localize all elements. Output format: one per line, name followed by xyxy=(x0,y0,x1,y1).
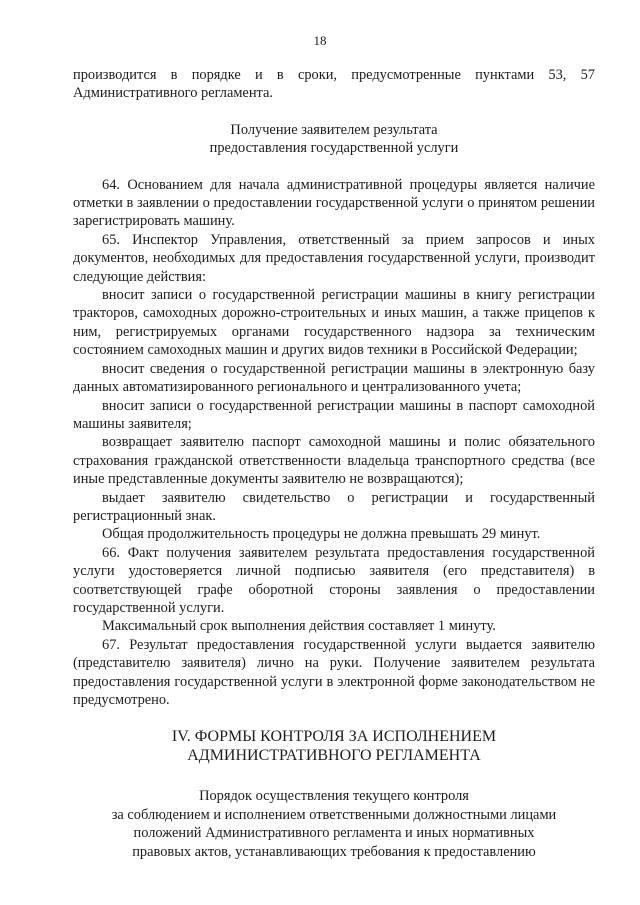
result-heading-line: предоставления государственной услуги xyxy=(209,140,459,157)
result-heading xyxy=(73,121,595,158)
section-heading-line: IV. ФОРМЫ КОНТРОЛЯ ЗА ИСПОЛНЕНИЕМ xyxy=(171,728,497,746)
paragraph-66: 66. Факт получения заявителем результата предоставления государственной услуги удостоверяется личной подписью заявителя (его представителя) в соответствующей графе оборотной стороны заявления о предоставлении государственной услуги. xyxy=(73,544,595,616)
subsection-heading-line: правовых актов, устанавливающих требования к предоставлению xyxy=(132,843,536,860)
action-item: вносит записи о государственной регистрации машины в книгу регистрации тракторов, самоходных дорожно-строительных и иных машин, а также прицепов к ним, регистрируемых органами государственного надзора за техническим состоянием самоходных машин и других видов техники в Российской Федерации; xyxy=(73,287,595,359)
subsection-heading-line: положений Административного регламента и иных нормативных xyxy=(133,825,535,842)
paragraph-65: 65. Инспектор Управления, ответственный за прием запросов и иных документов, необходимых для предоставления государственной услуги, производит следующие действия: xyxy=(73,231,595,285)
section-heading-line: АДМИНИСТРАТИВНОГО РЕГЛАМЕНТА xyxy=(187,747,481,765)
action-item: вносит сведения о государственной регистрации машины в электронную базу данных автоматизированного регионального и централизованного учета; xyxy=(73,360,595,396)
result-heading-line: Получение заявителем результата xyxy=(230,121,438,138)
subsection-heading-line: за соблюдением и исполнением ответственными должностными лицами xyxy=(111,806,557,823)
section-heading xyxy=(73,727,595,765)
action-item: возвращает заявителю паспорт самоходной машины и полис обязательного страхования гражданской ответственности владельца транспортного средства (все иные представленные документы заявителю не возвращаются); xyxy=(73,434,595,488)
subsection-heading-line: Порядок осуществления текущего контроля xyxy=(199,788,469,805)
paragraph-continuation: производится в порядке и в сроки, предусмотренные пунктами 53, 57 Административного регламента. xyxy=(73,67,595,102)
paragraph-67: 67. Результат предоставления государственной услуги выдается заявителю (представителю заявителя) лично на руки. Получение заявителем результата предоставления государственной услуги в электронной форме законодательством не предусмотрено. xyxy=(73,636,595,708)
page-number: 18 xyxy=(313,33,327,48)
action-item: вносит записи о государственной регистрации машины в паспорт самоходной машины заявителя; xyxy=(73,397,595,432)
subsection-heading xyxy=(73,787,595,861)
page-content xyxy=(73,66,595,861)
max-time-paragraph: Максимальный срок выполнения действия составляет 1 минуту. xyxy=(102,618,496,635)
paragraph-64: 64. Основанием для начала административной процедуры является наличие отметки в заявлении о предоставлении государственной услуги о принятом решении зарегистрировать машину. xyxy=(73,176,595,230)
action-item: выдает заявителю свидетельство о регистрации и государственный регистрационный знак. xyxy=(73,489,595,524)
duration-paragraph: Общая продолжительность процедуры не должна превышать 29 минут. xyxy=(102,526,541,543)
